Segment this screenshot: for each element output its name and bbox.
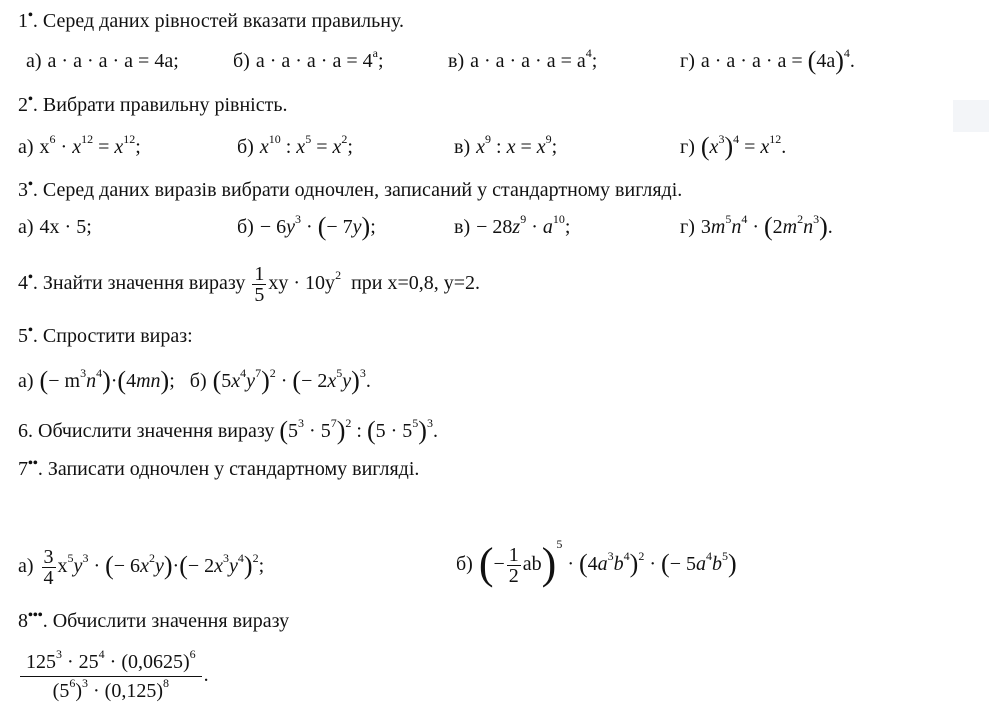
task-3-option-a: а) 4x · 5;: [18, 216, 92, 238]
task-1-option-d: г) $a \cdot a \cdot a \cdot a = (4a)^4$.: [680, 46, 855, 75]
task-5-options: а) (− $m^3n^4)\cdot(4mn)$; б) $(5x^4y^7)^2$ · (− $2x^5y)^3$.: [18, 366, 371, 395]
task-2-option-d: г) $(x^3)^4 = x^{12}$.: [680, 132, 787, 161]
task-7-option-b: б) (− $\frac{1}{2}$ $ab)^5 \cdot (4a^3b^4)^2$ · (− $5a^4b^5$): [456, 537, 737, 588]
task-3-option-b: $б) - 6y^3$ · (− 7y);: [237, 212, 376, 241]
task-7-option-a: а) $\frac{3}{4}$ $x^5y^3$ · (− $6x^2y)\cdot(- 2x^3y^4)^2$;: [18, 545, 265, 589]
task-1-option-b: б) $a \cdot a \cdot a \cdot a = 4^a$;: [233, 46, 384, 72]
task-8-expression: $\frac{125^3 \cdot 25^4 \cdot (0,0625)^6}{(5^6)^3 \cdot (0,125)^8}$ .: [18, 648, 209, 705]
fraction-one-fifth: $\frac{1}{5}$: [254, 262, 265, 306]
task-3-option-c: $в) - 28z^9 \cdot a^{10}$;: [454, 212, 571, 238]
task-3-title: 3•. Серед даних виразів вибрати одночлен, записаний у стандартному вигляді.: [18, 177, 683, 201]
task-1-title: 1•. Серед даних рівностей вказати правильну.: [18, 8, 404, 32]
task-7-title: 7••. Записати одночлен у стандартному вигляді.: [18, 456, 420, 480]
task-2-option-b: б) $x^{10}$ : $x^5 = x^2$;: [237, 132, 353, 158]
task-6: 6. Обчислити значення виразу $(5^3 \cdot 5^7)^2$ : $(5 \cdot 5^5)^3$.: [18, 416, 438, 445]
task-1-option-c: в) $a \cdot a \cdot a \cdot a = a^4$;: [448, 46, 598, 72]
task-2-title: 2•. Вибрати правильну рівність.: [18, 92, 288, 116]
task-1-option-a: а) a · a · a · a = 4a;: [26, 50, 179, 72]
background-artifact: [953, 100, 989, 132]
task-3-option-d: г) $3m^5n^4 \cdot (2m^2n^3)$.: [680, 212, 833, 241]
task-2-option-a: а) $x^6 \cdot x^{12} = x^{12}$;: [18, 132, 141, 158]
task-5-title: 5•. Спростити вираз:: [18, 323, 193, 347]
task-2-option-c: в) $x^9$ : $x = x^9$;: [454, 132, 558, 158]
task-4: 4•. Знайти значення виразу $\frac{1}{5}$ xy · $10y^2$ при x=0,8, y=2.: [18, 262, 481, 306]
task-8-title: 8•••. Обчислити значення виразу: [18, 608, 290, 632]
